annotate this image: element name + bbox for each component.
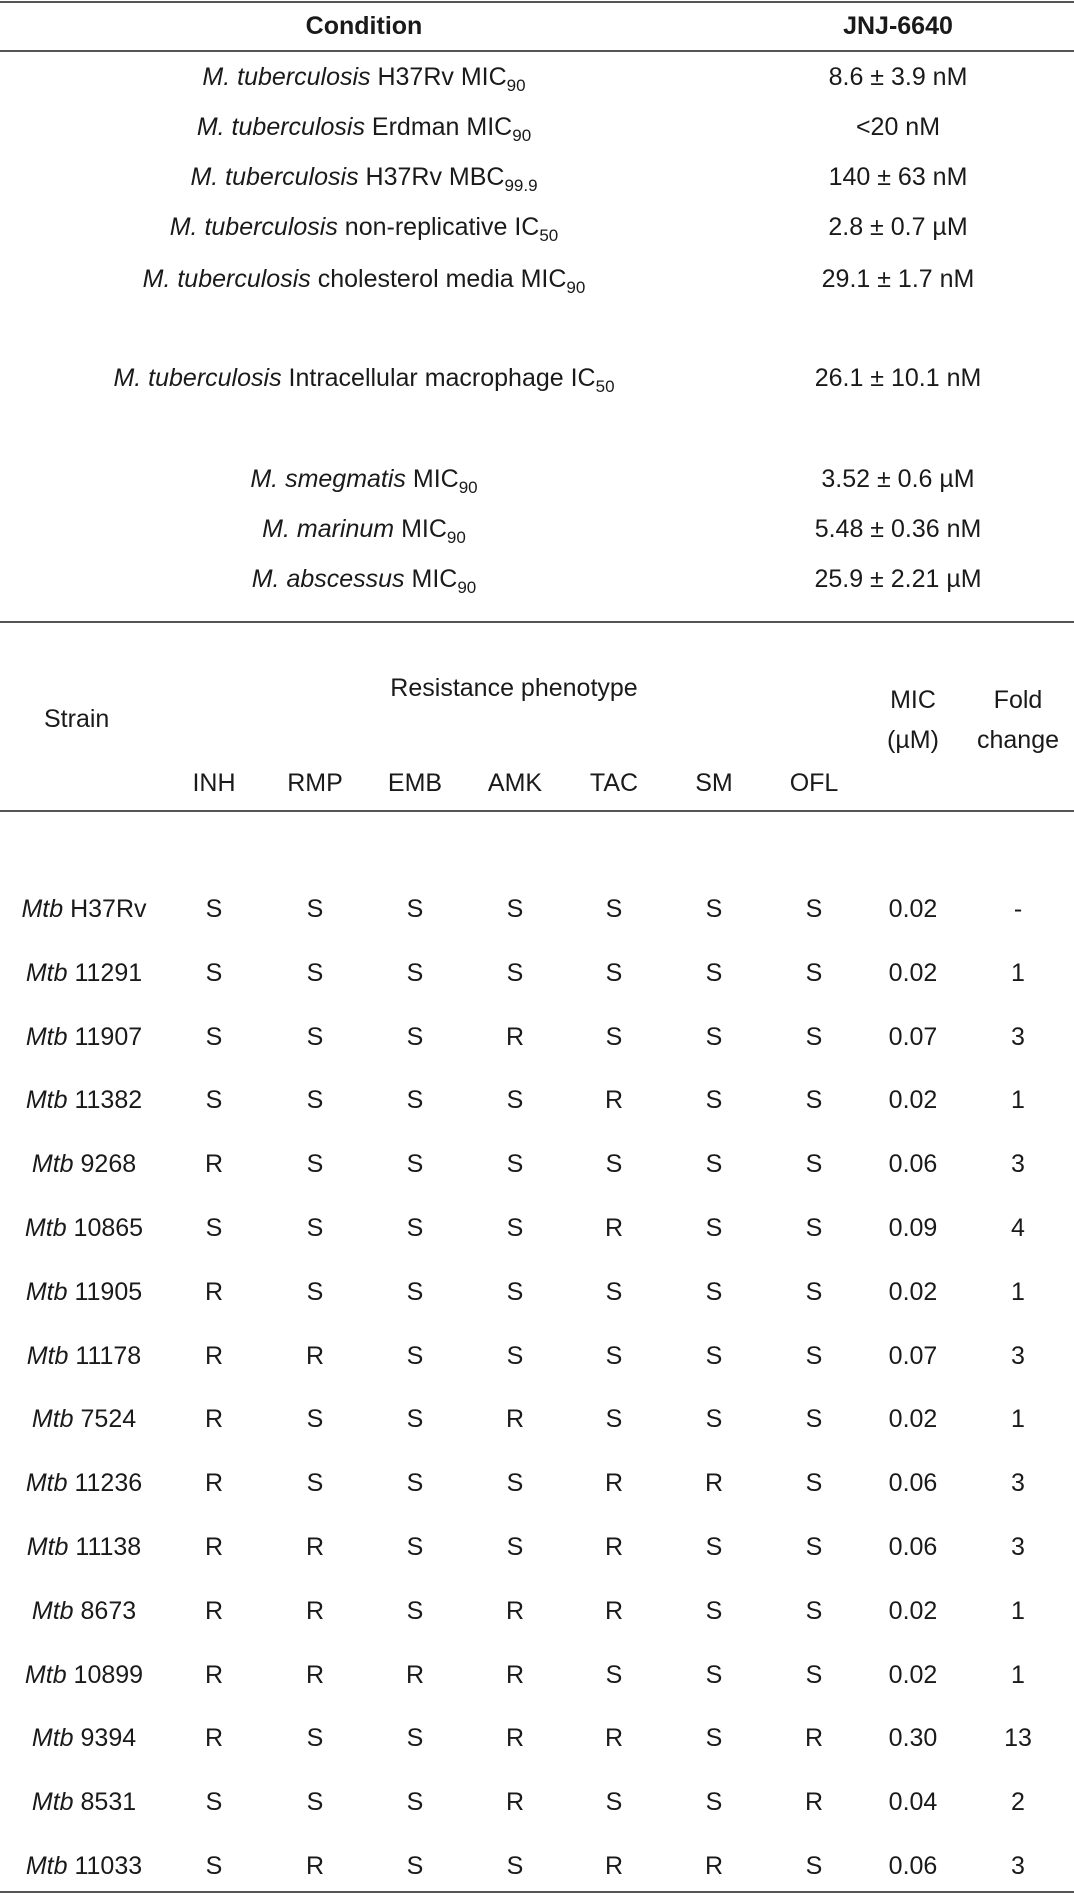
condition-text: Erdman MIC [364,113,513,141]
condition-text: H37Rv MIC [370,63,507,91]
phenotype-cell: R [604,1086,624,1114]
phenotype-cell: R [305,1342,325,1370]
phenotype-cell: S [506,1214,524,1242]
condition-cell [113,363,615,396]
mic-cell: 0.07 [888,1342,938,1370]
drug-header-sm: SM [695,769,733,797]
phenotype-cell: S [705,1533,723,1561]
phenotype-cell: S [705,1214,723,1242]
species-name: M. tuberculosis [202,63,371,91]
fold-change-cell: 1 [1011,1278,1025,1306]
strain-prefix: Mtb [31,1788,74,1816]
phenotype-cell: S [506,1469,524,1497]
phenotype-cell: R [305,1597,325,1625]
phenotype-cell: S [205,959,223,987]
phenotype-cell: S [805,1214,823,1242]
phenotype-cell: R [204,1724,224,1752]
phenotype-cell: S [805,1661,823,1689]
species-name: M. smegmatis [250,465,406,493]
strain-id: 11382 [67,1086,143,1114]
phenotype-cell: S [805,1278,823,1306]
mic-cell: 0.09 [888,1214,938,1242]
phenotype-cell: R [204,1150,224,1178]
compound-header: JNJ-6640 [843,12,953,40]
phenotype-cell: S [406,1852,424,1880]
phenotype-cell: S [705,1150,723,1178]
condition-cell [169,212,559,245]
condition-subscript: 90 [506,76,526,95]
strain-prefix: Mtb [31,1724,74,1752]
phenotype-cell: S [406,1150,424,1178]
phenotype-cell: S [805,1150,823,1178]
fold-change-cell: 3 [1011,1342,1025,1370]
strain-cell [32,1596,136,1626]
phenotype-cell: S [805,1086,823,1114]
phenotype-cell: R [204,1278,224,1306]
condition-text: MIC [404,565,458,593]
condition-text: non-replicative IC [337,213,540,241]
strain-id: 11138 [68,1533,142,1561]
phenotype-cell: S [406,1597,424,1625]
mic-cell: 0.30 [888,1724,938,1752]
strain-prefix: Mtb [25,1469,68,1497]
phenotype-cell: R [305,1661,325,1689]
phenotype-cell: R [604,1852,624,1880]
condition-cell [250,464,478,497]
condition-cell [202,62,526,95]
phenotype-cell: R [405,1661,425,1689]
fold-change-cell: 1 [1011,1661,1025,1689]
phenotype-cell: S [205,1214,223,1242]
strain-prefix: Mtb [25,1023,68,1051]
fold-change-cell: 1 [1011,1086,1025,1114]
drug-header-tac: TAC [589,769,639,797]
phenotype-cell: S [605,895,623,923]
species-name: M. tuberculosis [113,364,282,392]
strain-id: 9394 [73,1724,137,1752]
table-divider-rule [0,621,1074,623]
phenotype-cell: R [804,1724,824,1752]
strain-cell [32,1787,136,1817]
condition-value: 140 ± 63 nM [828,163,968,191]
drug-header-emb: EMB [387,769,443,797]
phenotype-cell: S [605,1023,623,1051]
strain-prefix: Mtb [25,1278,68,1306]
phenotype-cell: S [805,959,823,987]
phenotype-cell: R [204,1342,224,1370]
strain-id: 10899 [66,1661,144,1689]
phenotype-cell: R [204,1533,224,1561]
fold-change-cell: 2 [1011,1788,1025,1816]
phenotype-cell: S [705,1278,723,1306]
species-name: M. marinum [262,515,395,543]
phenotype-cell: S [705,1597,723,1625]
phenotype-cell: S [605,1661,623,1689]
condition-subscript: 90 [457,578,477,597]
table2-header-rule [0,810,1074,812]
strain-prefix: Mtb [31,1597,74,1625]
strain-cell [21,894,146,924]
fold-change-cell: 1 [1011,959,1025,987]
phenotype-cell: S [805,1342,823,1370]
condition-value: 5.48 ± 0.36 nM [814,515,982,543]
phenotype-cell: S [306,959,324,987]
condition-subscript: 50 [595,377,615,396]
mic-header-line1: MIC [890,686,936,714]
condition-value: 25.9 ± 2.21 µM [814,565,982,593]
phenotype-cell: S [506,1342,524,1370]
strain-cell [25,1213,143,1243]
phenotype-cell: S [506,1086,524,1114]
phenotype-cell: R [505,1597,525,1625]
phenotype-cell: R [704,1852,724,1880]
condition-cell [142,264,586,297]
strain-cell [26,958,142,988]
phenotype-cell: R [604,1214,624,1242]
phenotype-cell: S [506,1533,524,1561]
phenotype-cell: R [204,1661,224,1689]
phenotype-cell: S [506,1852,524,1880]
phenotype-cell: R [204,1405,224,1433]
phenotype-cell: S [406,1342,424,1370]
condition-value: 8.6 ± 3.9 nM [828,63,968,91]
fold-change-cell: 3 [1011,1023,1025,1051]
mic-cell: 0.02 [888,1661,938,1689]
phenotype-cell: S [605,1788,623,1816]
strain-id: 8673 [73,1597,137,1625]
phenotype-cell: S [506,1278,524,1306]
strain-cell [32,1723,136,1753]
phenotype-cell: R [505,1788,525,1816]
phenotype-cell: R [604,1469,624,1497]
strain-cell [26,1085,142,1115]
fold-change-cell: 1 [1011,1597,1025,1625]
drug-header-inh: INH [192,769,236,797]
strain-id: 9268 [73,1150,137,1178]
strain-id: 10865 [66,1214,144,1242]
strain-prefix: Mtb [21,895,64,923]
fold-header-line2: change [976,726,1060,754]
mic-cell: 0.02 [888,1086,938,1114]
condition-header: Condition [305,12,423,40]
phenotype-cell: S [406,1533,424,1561]
phenotype-cell: S [506,895,524,923]
phenotype-cell: S [705,1661,723,1689]
condition-cell [190,162,538,195]
phenotype-cell: S [506,959,524,987]
phenotype-cell: S [406,1278,424,1306]
fold-change-cell: 3 [1011,1469,1025,1497]
strain-prefix: Mtb [24,1214,67,1242]
strain-prefix: Mtb [24,1661,67,1689]
condition-subscript: 90 [566,278,586,297]
strain-prefix: Mtb [26,1342,69,1370]
strain-header: Strain [44,705,110,733]
condition-cell [196,112,532,145]
strain-id: 7524 [73,1405,137,1433]
table1-top-rule [0,1,1074,3]
phenotype-cell: S [406,1214,424,1242]
drug-header-ofl: OFL [789,769,839,797]
strain-cell [26,1851,142,1881]
phenotype-cell: S [306,1214,324,1242]
phenotype-cell: S [205,895,223,923]
fold-change-cell: 3 [1011,1852,1025,1880]
phenotype-cell: S [705,1788,723,1816]
mic-cell: 0.02 [888,1597,938,1625]
species-name: M. tuberculosis [169,213,338,241]
fold-change-cell: - [1013,895,1023,923]
condition-cell [262,514,466,547]
phenotype-cell: S [205,1086,223,1114]
table1-header-rule [0,50,1074,52]
fold-change-cell: 1 [1011,1405,1025,1433]
strain-cell [27,1532,141,1562]
strain-cell [27,1341,141,1371]
phenotype-cell: S [805,1405,823,1433]
condition-subscript: 90 [512,126,532,145]
table2-bottom-rule [0,1891,1074,1893]
strain-cell [25,1660,143,1690]
strain-id: H37Rv [63,895,147,923]
phenotype-cell: R [604,1597,624,1625]
strain-cell [26,1468,142,1498]
strain-prefix: Mtb [26,1533,69,1561]
phenotype-cell: S [605,959,623,987]
phenotype-cell: S [406,959,424,987]
strain-id: 11291 [67,959,143,987]
phenotype-cell: S [605,1405,623,1433]
strain-id: 11236 [67,1469,143,1497]
phenotype-cell: S [805,1469,823,1497]
phenotype-cell: S [306,895,324,923]
phenotype-cell: S [705,1342,723,1370]
condition-text: MIC [405,465,459,493]
condition-text: H37Rv MBC [358,163,505,191]
phenotype-cell: S [205,1852,223,1880]
phenotype-cell: R [604,1533,624,1561]
strain-cell [32,1149,136,1179]
fold-change-cell: 4 [1011,1214,1025,1242]
condition-value: 29.1 ± 1.7 nM [821,265,975,293]
species-name: M. tuberculosis [190,163,359,191]
phenotype-cell: S [406,1405,424,1433]
phenotype-cell: S [605,1342,623,1370]
phenotype-cell: R [505,1405,525,1433]
fold-change-cell: 3 [1011,1533,1025,1561]
mic-cell: 0.06 [888,1469,938,1497]
strain-cell [26,1022,142,1052]
phenotype-cell: S [805,895,823,923]
strain-cell [32,1404,136,1434]
phenotype-cell: R [704,1469,724,1497]
species-name: M. tuberculosis [142,265,311,293]
phenotype-cell: S [306,1469,324,1497]
phenotype-cell: R [505,1661,525,1689]
strain-id: 8531 [73,1788,137,1816]
strain-id: 11033 [67,1852,143,1880]
strain-prefix: Mtb [31,1150,74,1178]
condition-subscript: 90 [446,528,466,547]
mic-cell: 0.07 [888,1023,938,1051]
phenotype-cell: S [406,1469,424,1497]
mic-cell: 0.04 [888,1788,938,1816]
species-name: M. abscessus [251,565,405,593]
fold-change-cell: 13 [1004,1724,1032,1752]
resistance-phenotype-header: Resistance phenotype [390,674,638,702]
phenotype-cell: S [406,1724,424,1752]
drug-header-rmp: RMP [287,769,343,797]
condition-text: Intracellular macrophage IC [281,364,596,392]
phenotype-cell: S [705,1023,723,1051]
phenotype-cell: S [705,1405,723,1433]
mic-cell: 0.06 [888,1150,938,1178]
strain-prefix: Mtb [31,1405,74,1433]
phenotype-cell: S [406,895,424,923]
phenotype-cell: S [306,1023,324,1051]
phenotype-cell: R [305,1533,325,1561]
condition-value: 3.52 ± 0.6 µM [821,465,975,493]
fold-change-cell: 3 [1011,1150,1025,1178]
phenotype-cell: S [306,1086,324,1114]
condition-subscript: 99.9 [504,176,538,195]
mic-cell: 0.02 [888,895,938,923]
species-name: M. tuberculosis [196,113,365,141]
phenotype-cell: S [306,1724,324,1752]
condition-value: 26.1 ± 10.1 nM [814,364,982,392]
condition-subscript: 50 [539,226,559,245]
strain-prefix: Mtb [25,959,68,987]
phenotype-cell: S [406,1788,424,1816]
phenotype-cell: R [305,1852,325,1880]
strain-id: 11905 [67,1278,143,1306]
condition-cell [251,564,477,597]
condition-text: cholesterol media MIC [310,265,567,293]
mic-cell: 0.02 [888,1405,938,1433]
phenotype-cell: S [406,1023,424,1051]
phenotype-cell: S [406,1086,424,1114]
phenotype-cell: R [204,1469,224,1497]
condition-subscript: 90 [458,478,478,497]
phenotype-cell: S [306,1788,324,1816]
drug-header-amk: AMK [487,769,543,797]
phenotype-cell: S [705,959,723,987]
mic-cell: 0.02 [888,959,938,987]
phenotype-cell: R [505,1724,525,1752]
mic-header-line2: (µM) [887,726,939,754]
condition-text: MIC [394,515,447,543]
phenotype-cell: S [805,1597,823,1625]
phenotype-cell: R [505,1023,525,1051]
strain-prefix: Mtb [25,1086,68,1114]
phenotype-cell: S [805,1852,823,1880]
phenotype-cell: S [306,1150,324,1178]
phenotype-cell: S [705,1086,723,1114]
mic-cell: 0.06 [888,1533,938,1561]
phenotype-cell: S [805,1023,823,1051]
phenotype-cell: S [805,1533,823,1561]
fold-header-line1: Fold [993,686,1043,714]
phenotype-cell: S [205,1023,223,1051]
phenotype-cell: R [204,1597,224,1625]
phenotype-cell: S [605,1278,623,1306]
condition-value: <20 nM [855,113,941,141]
strain-cell [26,1277,142,1307]
phenotype-cell: S [306,1278,324,1306]
strain-id: 11907 [67,1023,143,1051]
condition-value: 2.8 ± 0.7 µM [828,213,968,241]
mic-cell: 0.06 [888,1852,938,1880]
phenotype-cell: R [804,1788,824,1816]
phenotype-cell: S [705,1724,723,1752]
phenotype-cell: S [705,895,723,923]
strain-prefix: Mtb [25,1852,68,1880]
phenotype-cell: S [205,1788,223,1816]
phenotype-cell: S [306,1405,324,1433]
phenotype-cell: R [604,1724,624,1752]
phenotype-cell: S [605,1150,623,1178]
mic-cell: 0.02 [888,1278,938,1306]
strain-id: 11178 [68,1342,142,1370]
phenotype-cell: S [506,1150,524,1178]
